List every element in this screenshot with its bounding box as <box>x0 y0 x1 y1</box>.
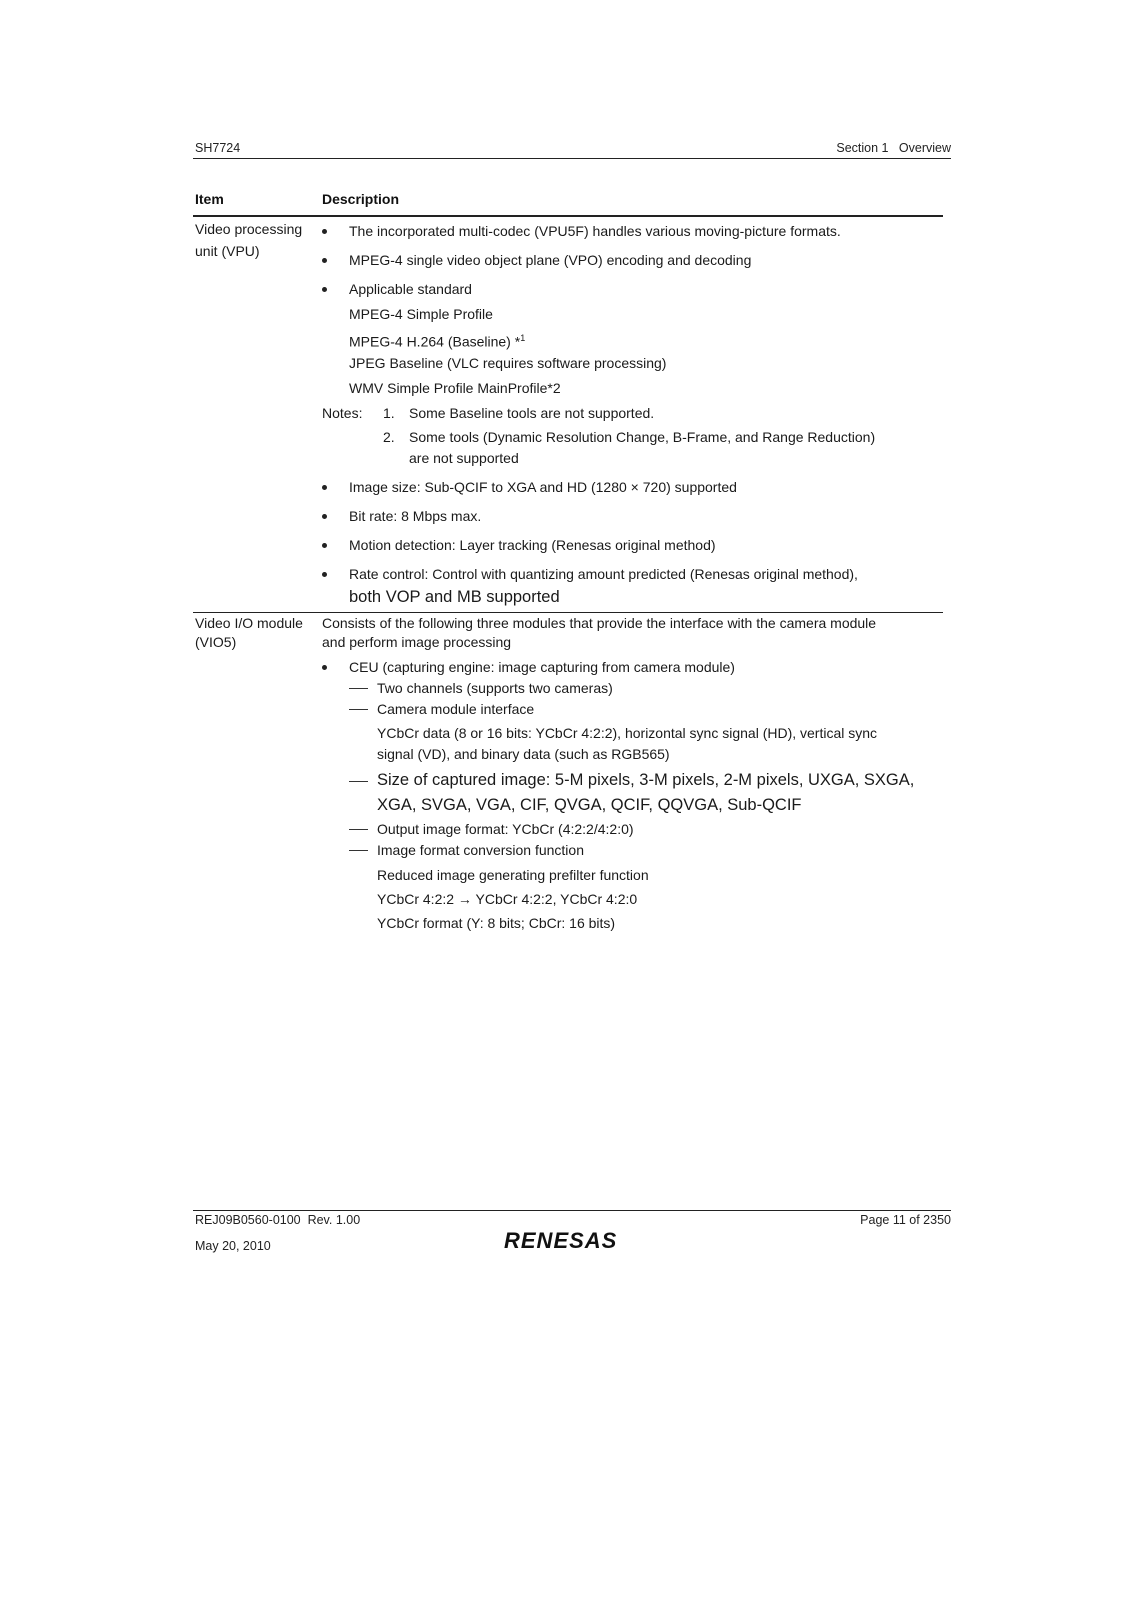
vpu-bullet-standard: Applicable standard <box>349 281 472 297</box>
page-number: Page 11 of 2350 <box>860 1213 951 1227</box>
note-number: 2. <box>383 429 395 445</box>
note-2-text-line1: Some tools (Dynamic Resolution Change, B-Frame, and Range Reduction) <box>409 429 876 445</box>
dash-marker <box>349 829 368 830</box>
conversion-detail-format: YCbCr format (Y: 8 bits; CbCr: 16 bits) <box>377 915 616 931</box>
bullet <box>322 229 327 234</box>
standard-jpeg: JPEG Baseline (VLC requires software processing) <box>349 355 667 371</box>
item-label-vpu-line1: Video processing <box>195 221 303 237</box>
ceu-camera-interface: Camera module interface <box>377 701 535 717</box>
ceu-two-channels: Two channels (supports two cameras) <box>377 680 613 696</box>
section-title: Section 1 Overview <box>836 141 951 155</box>
dash-marker <box>349 850 368 851</box>
note-number: 1. <box>383 405 395 421</box>
vpu-bullet-motion-detection: Motion detection: Layer tracking (Renesas original method) <box>349 537 716 553</box>
footnote-marker: 1 <box>520 333 526 343</box>
item-label-vio-line1: Video I/O module <box>195 615 303 631</box>
table-header-rule <box>193 215 943 217</box>
doc-id: SH7724 <box>195 141 241 155</box>
footer-rule <box>193 1210 951 1211</box>
bullet <box>322 514 327 519</box>
standard-wmv: WMV Simple Profile MainProfile*2 <box>349 380 561 396</box>
vpu-bullet-rate-control-line2: both VOP and MB supported <box>349 588 560 606</box>
vio-intro-line2: and perform image processing <box>322 634 512 650</box>
vpu-bullet-multicodec: The incorporated multi-codec (VPU5F) handles various moving-picture formats. <box>349 223 841 239</box>
dash-marker <box>349 781 368 782</box>
item-label-vio-line2: (VIO5) <box>195 634 237 650</box>
standard-mpeg4-simple: MPEG-4 Simple Profile <box>349 306 493 322</box>
vpu-bullet-mpeg4: MPEG-4 single video object plane (VPO) encoding and decoding <box>349 252 752 268</box>
ceu-output-format: Output image format: YCbCr (4:2:2/4:2:0) <box>377 821 634 837</box>
bullet <box>322 572 327 577</box>
publication-date: May 20, 2010 <box>195 1239 271 1253</box>
bullet <box>322 287 327 292</box>
note-1-text: Some Baseline tools are not supported. <box>409 405 655 421</box>
column-header-description: Description <box>322 191 400 207</box>
ceu-captured-size-line1: Size of captured image: 5-M pixels, 3-M pixels, 2-M pixels, UXGA, SXGA, <box>377 771 915 789</box>
dash-marker <box>349 709 368 710</box>
notes-label: Notes: <box>322 405 363 421</box>
header-rule <box>193 158 951 159</box>
vpu-bullet-rate-control-line1: Rate control: Control with quantizing amount predicted (Renesas original method), <box>349 566 858 582</box>
conversion-detail-ycbcr: YCbCr 4:2:2 → YCbCr 4:2:2, YCbCr 4:2:0 <box>377 891 638 907</box>
doc-number: REJ09B0560-0100 Rev. 1.00 <box>195 1213 361 1227</box>
ceu-captured-size-line2: XGA, SVGA, VGA, CIF, QVGA, QCIF, QQVGA, Sub-QCIF <box>377 796 802 814</box>
bullet <box>322 485 327 490</box>
ceu-format-conversion: Image format conversion function <box>377 842 584 858</box>
vpu-bullet-bit-rate: Bit rate: 8 Mbps max. <box>349 508 482 524</box>
vio-bullet-ceu: CEU (capturing engine: image capturing from camera module) <box>349 659 735 675</box>
conversion-detail-prefilter: Reduced image generating prefilter function <box>377 867 649 883</box>
vio-intro-line1: Consists of the following three modules that provide the interface with the camera module <box>322 615 877 631</box>
bullet <box>322 665 327 670</box>
bullet <box>322 543 327 548</box>
note-2-text-line2: are not supported <box>409 450 519 466</box>
camera-interface-detail-line1: YCbCr data (8 or 16 bits: YCbCr 4:2:2), horizontal sync signal (HD), vertical sync <box>377 725 878 741</box>
item-label-vpu-line2: unit (VPU) <box>195 243 260 259</box>
standard-h264: MPEG-4 H.264 (Baseline) *$^1$ <box>349 333 526 350</box>
renesas-logo <box>502 1227 644 1253</box>
column-header-item: Item <box>195 191 224 207</box>
svg-text:RENESAS: RENESAS <box>504 1228 618 1253</box>
dash-marker <box>349 688 368 689</box>
camera-interface-detail-line2: signal (VD), and binary data (such as RGB565) <box>377 746 670 762</box>
bullet <box>322 258 327 263</box>
vpu-bullet-image-size: Image size: Sub-QCIF to XGA and HD (1280 × 720) supported <box>349 479 737 495</box>
